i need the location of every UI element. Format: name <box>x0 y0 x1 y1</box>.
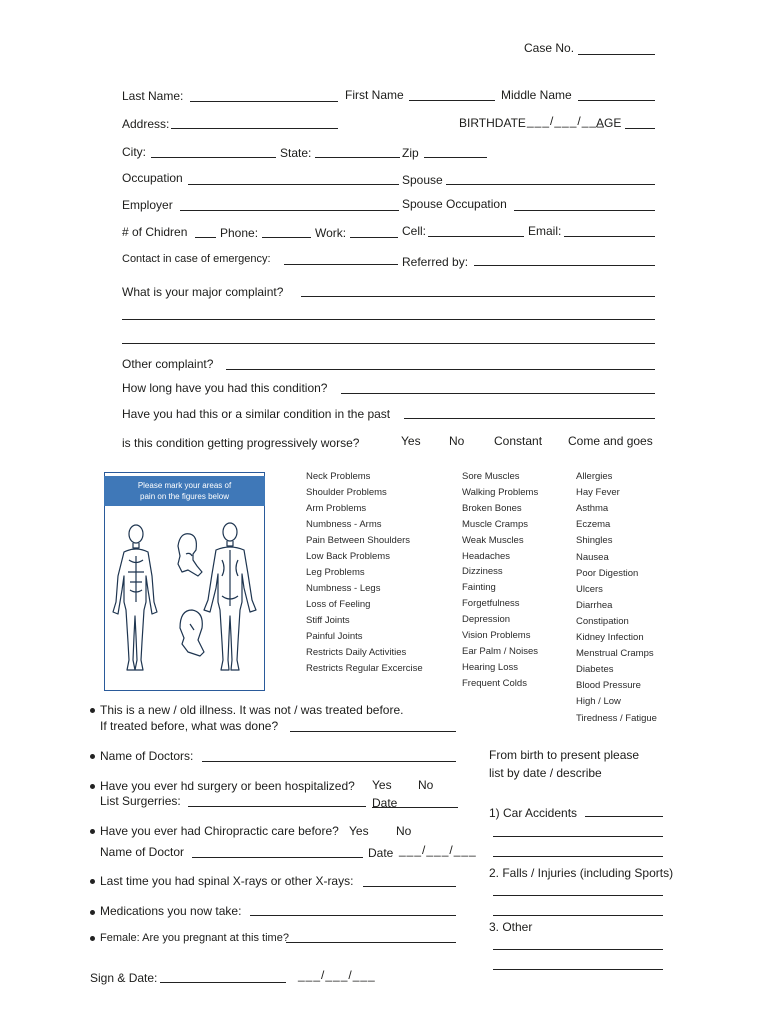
first-name-label: First Name <box>345 88 404 102</box>
history-intro-2: list by date / describe <box>489 766 602 780</box>
car-accidents-line-2[interactable] <box>493 836 663 837</box>
symptom-item[interactable]: Restricts Daily Activities <box>306 647 407 658</box>
treated-input[interactable] <box>290 731 456 732</box>
symptom-item[interactable]: Menstrual Cramps <box>576 648 654 660</box>
spouse-occupation-input[interactable] <box>514 210 655 211</box>
car-accidents-line-3[interactable] <box>493 856 663 857</box>
car-accidents-label: 1) Car Accidents <box>489 806 578 820</box>
symptom-item[interactable]: Numbness - Legs <box>306 583 381 594</box>
bullet-chiro <box>90 829 95 834</box>
symptom-item[interactable]: Vision Problems <box>462 630 531 641</box>
occupation-input[interactable] <box>188 184 399 185</box>
doctors-input[interactable] <box>202 761 456 762</box>
symptom-item[interactable]: Headaches <box>462 550 511 562</box>
symptom-item[interactable]: Dizziness <box>462 566 503 578</box>
symptom-item[interactable]: Tiredness / Fatigue <box>576 712 657 724</box>
surgery-date-label: Date <box>372 796 398 810</box>
email-input[interactable] <box>564 236 655 237</box>
symptom-item[interactable]: Diarrhea <box>576 599 613 611</box>
phone-label: Phone: <box>220 226 259 240</box>
middle-name-input[interactable] <box>578 100 655 101</box>
major-complaint-label: What is your major complaint? <box>122 285 284 299</box>
treated-label: If treated before, what was done? <box>100 719 279 733</box>
state-input[interactable] <box>315 157 400 158</box>
symptom-item[interactable]: Hay Fever <box>576 487 620 499</box>
symptom-item[interactable]: Restricts Regular Excercise <box>306 663 423 674</box>
major-complaint-line-3[interactable] <box>122 343 655 344</box>
surgery-yes[interactable]: Yes <box>372 778 392 792</box>
middle-name-label: Middle Name <box>501 88 572 102</box>
progressive-no[interactable]: No <box>449 434 465 448</box>
symptom-item[interactable]: High / Low <box>576 696 621 708</box>
bullet-xrays <box>90 879 95 884</box>
major-complaint-line-2[interactable] <box>122 319 655 320</box>
work-input[interactable] <box>350 237 398 238</box>
name-doctor-input[interactable] <box>192 857 363 858</box>
similar-condition-input[interactable] <box>404 418 655 419</box>
emergency-input[interactable] <box>284 264 398 265</box>
symptom-item[interactable]: Sore Muscles <box>462 471 520 482</box>
meds-label: Medications you now take: <box>100 904 242 918</box>
symptom-item[interactable]: Diabetes <box>576 664 614 676</box>
illness-label: This is a new / old illness. It was not / was treated before. <box>100 703 404 717</box>
xrays-label: Last time you had spinal X-rays or other X-rays: <box>100 874 354 888</box>
spouse-input[interactable] <box>446 184 655 185</box>
symptom-item[interactable]: Kidney Infection <box>576 632 644 643</box>
last-name-input[interactable] <box>190 101 338 102</box>
symptom-item[interactable]: Neck Problems <box>306 471 371 482</box>
sign-date-input[interactable]: ___/___/___ <box>298 968 376 982</box>
symptom-item[interactable]: Broken Bones <box>462 502 522 514</box>
symptom-item[interactable]: Painful Joints <box>306 631 363 642</box>
list-surgeries-input[interactable] <box>188 806 366 807</box>
pregnant-input[interactable] <box>286 942 456 943</box>
other-complaint-label: Other complaint? <box>122 357 214 371</box>
referred-input[interactable] <box>474 265 655 266</box>
symptom-item[interactable]: Allergies <box>576 471 613 482</box>
xrays-input[interactable] <box>363 886 456 887</box>
symptom-item[interactable]: Weak Muscles <box>462 534 524 546</box>
cell-input[interactable] <box>428 236 524 237</box>
case-no-label: Case No. <box>524 41 575 55</box>
symptom-item[interactable]: Leg Problems <box>306 567 365 578</box>
symptom-item[interactable]: Eczema <box>576 519 611 531</box>
bullet-pregnant <box>90 936 95 941</box>
bullet-surgery <box>90 784 95 789</box>
symptom-item[interactable]: Blood Pressure <box>576 680 641 692</box>
falls-line-1[interactable] <box>493 895 663 896</box>
chiro-yes[interactable]: Yes <box>349 824 369 838</box>
symptom-item[interactable]: Forgetfulness <box>462 598 520 610</box>
last-name-label: Last Name: <box>122 89 184 103</box>
side-head-figure <box>178 534 202 576</box>
age-label: AGE <box>596 116 622 130</box>
surgery-date-input[interactable] <box>372 807 458 808</box>
address-input[interactable] <box>171 128 338 129</box>
zip-input[interactable] <box>424 157 487 158</box>
major-complaint-input[interactable] <box>301 296 655 297</box>
symptom-item[interactable]: Arm Problems <box>306 503 367 514</box>
symptom-item[interactable]: Low Back Problems <box>306 551 390 562</box>
referred-label: Referred by: <box>402 255 469 269</box>
symptom-item[interactable]: Muscle Cramps <box>462 518 528 530</box>
pregnant-label: Female: Are you pregnant at this time? <box>100 932 289 944</box>
work-label: Work: <box>315 226 347 240</box>
children-input[interactable] <box>195 237 216 238</box>
how-long-input[interactable] <box>341 393 655 394</box>
symptom-item[interactable]: Walking Problems <box>462 486 539 498</box>
symptom-item[interactable]: Pain Between Shoulders <box>306 535 411 546</box>
meds-input[interactable] <box>250 915 456 916</box>
progressive-yes[interactable]: Yes <box>401 434 421 448</box>
symptom-item[interactable]: Stiff Joints <box>306 615 350 626</box>
bullet-illness <box>90 708 95 713</box>
symptom-item[interactable]: Shingles <box>576 535 613 547</box>
symptom-item[interactable]: Ulcers <box>576 583 603 595</box>
first-name-input[interactable] <box>409 100 495 101</box>
history-intro-1: From birth to present please <box>489 748 640 762</box>
front-body-figure <box>113 525 157 670</box>
chiro-label: Have you ever had Chiropractic care before? <box>100 824 339 838</box>
surgery-label: Have you ever hd surgery or been hospitalized? <box>100 779 355 793</box>
zip-label: Zip <box>402 146 419 160</box>
symptom-item[interactable]: Ear Palm / Noises <box>462 645 539 657</box>
other-line-1[interactable] <box>493 949 663 950</box>
other-line-2[interactable] <box>493 969 663 970</box>
body-figures-icon[interactable] <box>106 510 263 688</box>
sign-label: Sign & Date: <box>90 971 158 985</box>
symptom-item[interactable]: Asthma <box>576 503 609 515</box>
chiro-no[interactable]: No <box>396 824 412 838</box>
symptom-item[interactable]: Shoulder Problems <box>306 487 387 498</box>
birthdate-input[interactable]: ___/___/___ <box>527 114 605 128</box>
progressive-constant[interactable]: Constant <box>494 434 543 448</box>
city-label: City: <box>122 145 146 159</box>
symptom-item[interactable]: Nausea <box>576 551 609 563</box>
name-doctor-label: Name of Doctor <box>100 845 185 859</box>
other-history-label: 3. Other <box>489 920 533 934</box>
bullet-doctors <box>90 754 95 759</box>
employer-input[interactable] <box>180 210 399 211</box>
phone-input[interactable] <box>262 237 311 238</box>
chiro-date-input[interactable]: ___/___/___ <box>399 843 477 857</box>
signature-input[interactable] <box>160 982 286 983</box>
falls-label: 2. Falls / Injuries (including Sports) <box>489 866 674 880</box>
symptom-item[interactable]: Numbness - Arms <box>306 519 382 530</box>
symptom-item[interactable]: Hearing Loss <box>462 661 518 673</box>
spouse-label: Spouse <box>402 173 443 187</box>
falls-line-2[interactable] <box>493 915 663 916</box>
chiro-date-label: Date <box>368 846 394 860</box>
symptom-item[interactable]: Constipation <box>576 615 629 627</box>
other-complaint-input[interactable] <box>226 369 655 370</box>
employer-label: Employer <box>122 198 173 212</box>
emergency-label: Contact in case of emergency: <box>122 253 271 265</box>
list-surgeries-label: List Surgerries: <box>100 794 181 808</box>
age-input[interactable] <box>625 128 655 129</box>
similar-condition-label: Have you had this or a similar condition in the past <box>122 407 391 421</box>
how-long-label: How long have you had this condition? <box>122 381 328 395</box>
symptom-item[interactable]: Poor Digestion <box>576 567 639 579</box>
car-accidents-input[interactable] <box>585 816 663 817</box>
city-input[interactable] <box>151 157 276 158</box>
back-body-figure <box>204 523 256 670</box>
symptom-item[interactable]: Fainting <box>462 582 496 594</box>
progressive-label: is this condition getting progressively worse? <box>122 436 360 450</box>
state-label: State: <box>280 146 312 160</box>
symptom-item[interactable]: Frequent Colds <box>462 677 527 689</box>
birthdate-label: BIRTHDATE <box>459 116 526 130</box>
symptom-item[interactable]: Loss of Feeling <box>306 599 371 610</box>
bullet-meds <box>90 910 95 915</box>
pain-figure-instructions: Please mark your areas of pain on the figures below <box>104 476 265 506</box>
spouse-occupation-label: Spouse Occupation <box>402 197 507 211</box>
address-label: Address: <box>122 117 170 131</box>
case-no-input[interactable] <box>578 54 655 55</box>
symptom-item[interactable]: Depression <box>462 614 511 626</box>
children-label: # of Chidren <box>122 225 188 239</box>
email-label: Email: <box>528 224 562 238</box>
head-neck-figure <box>180 610 204 656</box>
surgery-no[interactable]: No <box>418 778 434 792</box>
cell-label: Cell: <box>402 224 427 238</box>
occupation-label: Occupation <box>122 171 183 185</box>
progressive-come-goes[interactable]: Come and goes <box>568 434 653 448</box>
doctors-label: Name of Doctors: <box>100 749 194 763</box>
